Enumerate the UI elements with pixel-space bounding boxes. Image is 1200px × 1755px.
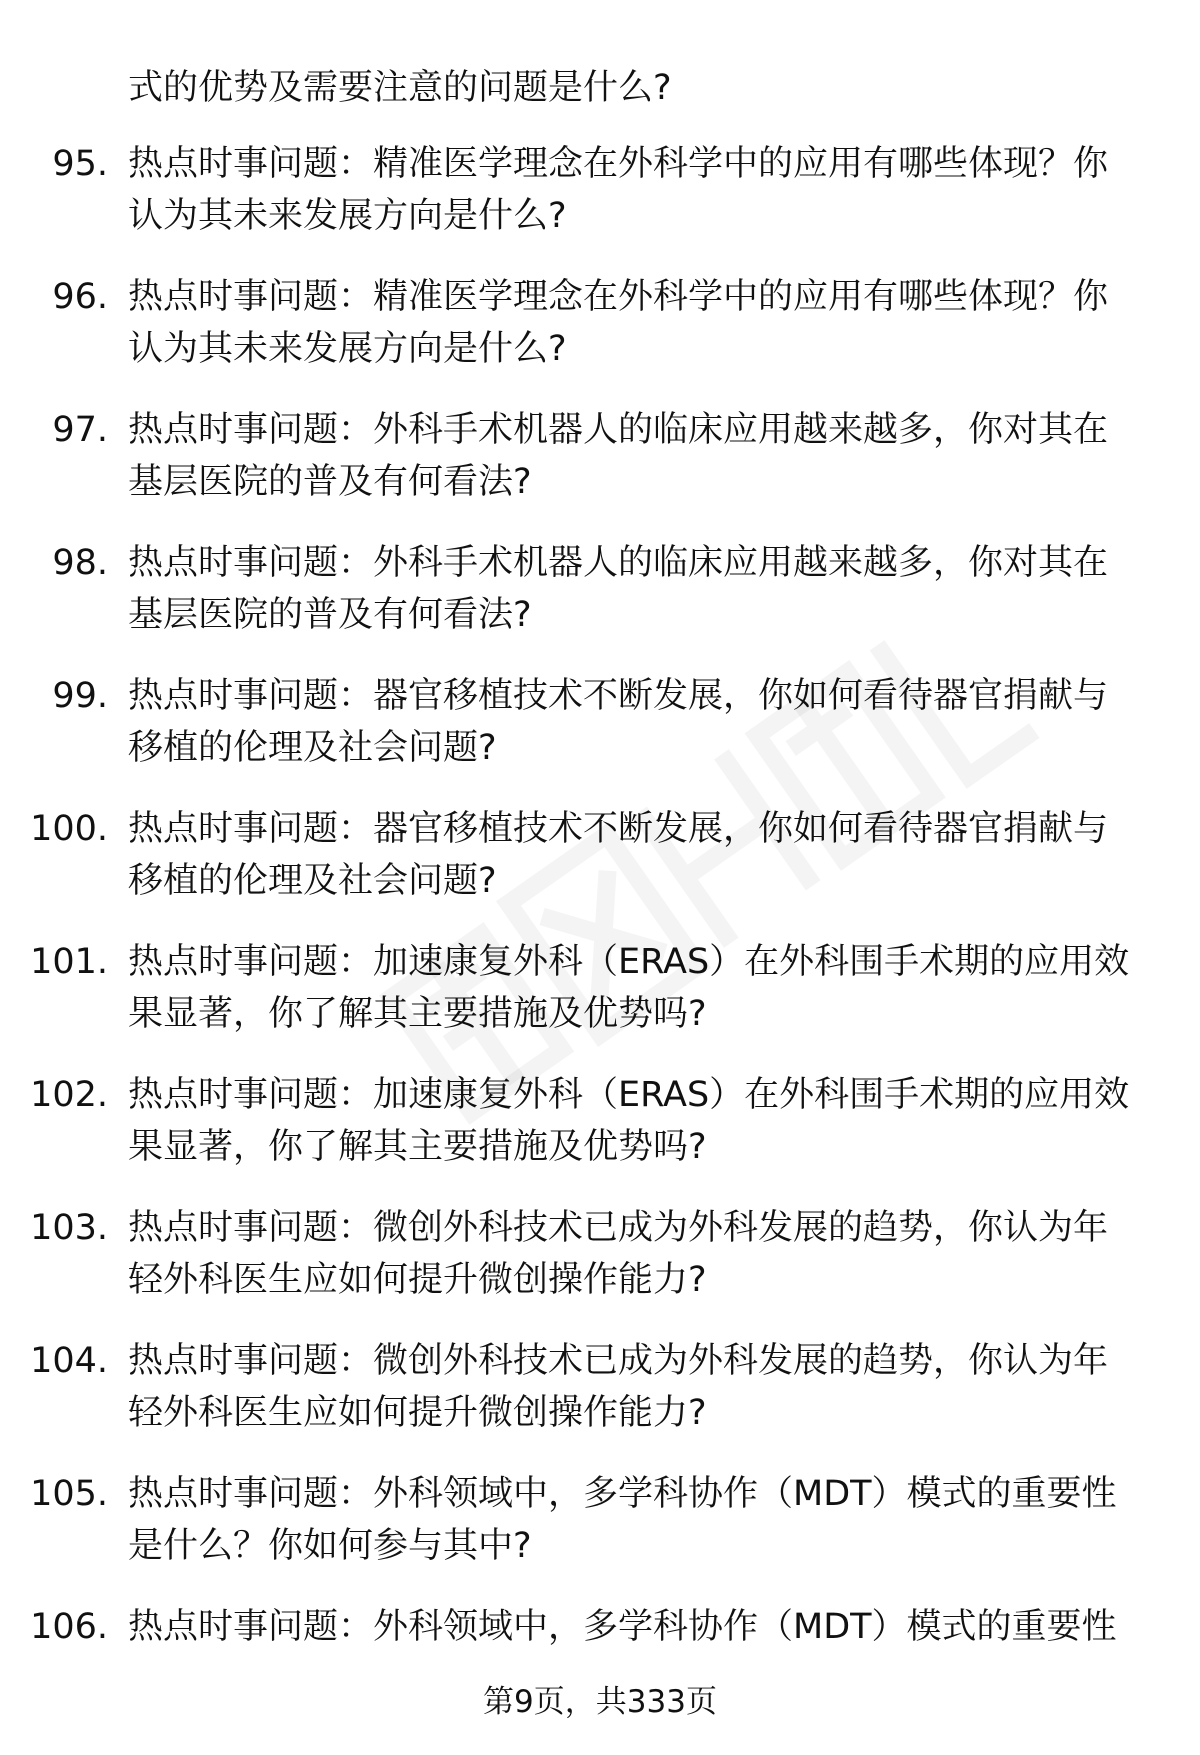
- question-number: 103.: [30, 1208, 108, 1248]
- question-number: 98.: [52, 543, 108, 583]
- page-footer: 第9页，共333页: [483, 1684, 717, 1720]
- question-item: [0, 271, 1200, 404]
- question-line: 热点时事问题：外科领域中，多学科协作（MDT）模式的重要性: [128, 1607, 1117, 1647]
- question-text: [128, 1335, 1178, 1439]
- question-number: 99.: [52, 676, 108, 716]
- question-item: [0, 138, 1200, 271]
- question-line: 热点时事问题：精准医学理念在外科学中的应用有哪些体现？你: [128, 144, 1109, 184]
- question-line: 热点时事问题：外科领域中，多学科协作（MDT）模式的重要性: [128, 1474, 1117, 1514]
- question-line: 热点时事问题：外科手术机器人的临床应用越来越多，你对其在: [128, 410, 1109, 450]
- question-text: [128, 404, 1178, 508]
- question-number: 101.: [30, 942, 108, 982]
- question-text: [128, 138, 1178, 242]
- question-line: 认为其未来发展方向是什么?: [128, 196, 567, 236]
- question-line: 热点时事问题：精准医学理念在外科学中的应用有哪些体现？你: [128, 277, 1109, 317]
- question-text: [128, 1468, 1178, 1572]
- question-line: 轻外科医生应如何提升微创操作能力?: [128, 1393, 707, 1433]
- question-line: 热点时事问题：器官移植技术不断发展，你如何看待器官捐献与: [128, 809, 1109, 849]
- question-line: 热点时事问题：器官移植技术不断发展，你如何看待器官捐献与: [128, 676, 1109, 716]
- question-item: [0, 537, 1200, 670]
- question-line: 热点时事问题：加速康复外科（ERAS）在外科围手术期的应用效: [128, 942, 1130, 982]
- question-number: 105.: [30, 1474, 108, 1514]
- question-line: 是什么？你如何参与其中?: [128, 1526, 532, 1566]
- question-line: 认为其未来发展方向是什么?: [128, 329, 567, 369]
- question-line: 移植的伦理及社会问题?: [128, 728, 497, 768]
- question-text: [128, 271, 1178, 375]
- question-line: 热点时事问题：微创外科技术已成为外科发展的趋势，你认为年: [128, 1208, 1109, 1248]
- question-number: 97.: [52, 410, 108, 450]
- question-number: 100.: [30, 809, 108, 849]
- question-text: [128, 1202, 1178, 1306]
- question-text: [128, 803, 1178, 907]
- question-line: 热点时事问题：加速康复外科（ERAS）在外科围手术期的应用效: [128, 1075, 1130, 1115]
- question-text: [128, 1069, 1178, 1173]
- question-line: 热点时事问题：微创外科技术已成为外科发展的趋势，你认为年: [128, 1341, 1109, 1381]
- question-text: [128, 1601, 1178, 1653]
- question-text: [128, 936, 1178, 1040]
- question-item: [0, 1202, 1200, 1335]
- question-line: 果显著，你了解其主要措施及优势吗?: [128, 1127, 707, 1167]
- question-line: 基层医院的普及有何看法?: [128, 595, 532, 635]
- question-item: [0, 936, 1200, 1069]
- question-line: 轻外科医生应如何提升微创操作能力?: [128, 1260, 707, 1300]
- question-number: 102.: [30, 1075, 108, 1115]
- question-item: [0, 404, 1200, 537]
- question-number: 95.: [52, 144, 108, 184]
- question-number: 106.: [30, 1607, 108, 1647]
- question-line: 移植的伦理及社会问题?: [128, 861, 497, 901]
- question-item: [0, 1069, 1200, 1202]
- question-text: [128, 537, 1178, 641]
- question-item: [0, 1335, 1200, 1468]
- question-item: [0, 803, 1200, 936]
- question-line: 热点时事问题：外科手术机器人的临床应用越来越多，你对其在: [128, 543, 1109, 583]
- continued-question-text: 式的优势及需要注意的问题是什么?: [128, 68, 672, 108]
- question-number: 104.: [30, 1341, 108, 1381]
- question-line: 基层医院的普及有何看法?: [128, 462, 532, 502]
- question-number: 96.: [52, 277, 108, 317]
- question-item: [0, 670, 1200, 803]
- question-line: 果显著，你了解其主要措施及优势吗?: [128, 994, 707, 1034]
- question-item: [0, 1468, 1200, 1601]
- question-list: [0, 138, 1200, 1734]
- question-text: [128, 670, 1178, 774]
